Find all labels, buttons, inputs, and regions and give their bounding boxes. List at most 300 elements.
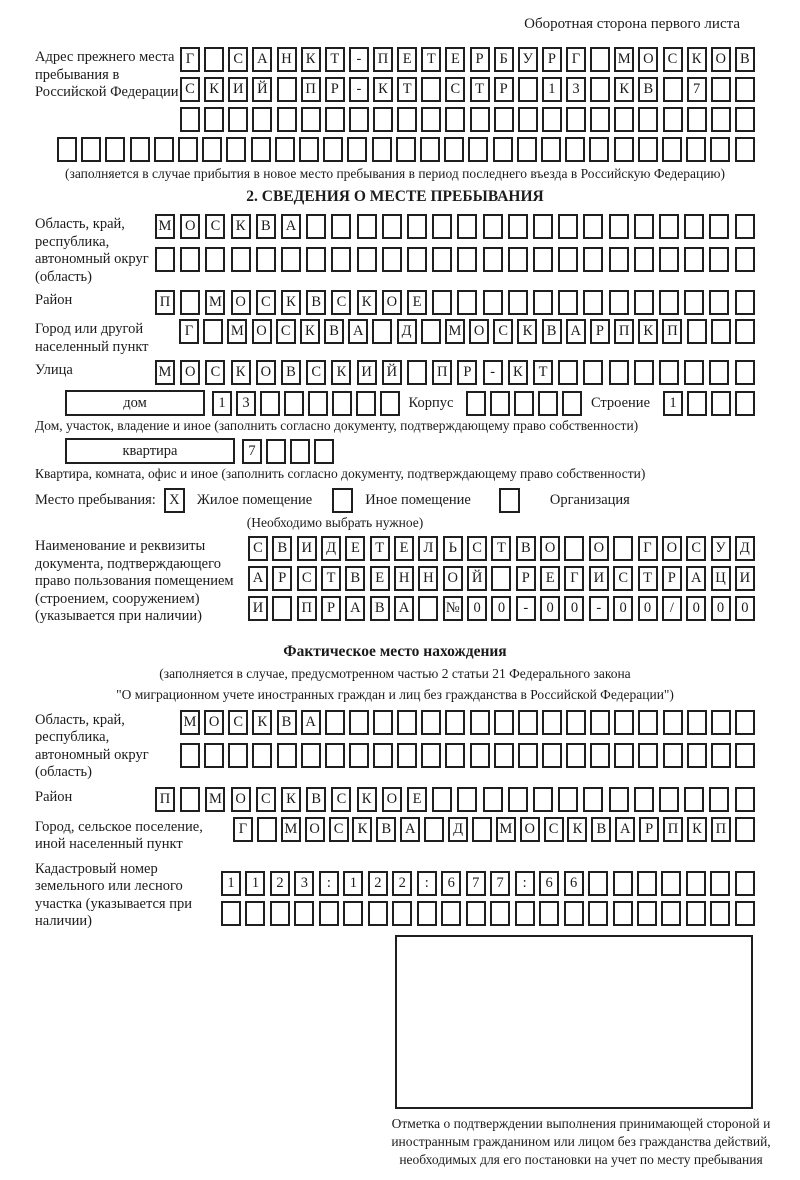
- char-cell[interactable]: П: [297, 596, 317, 621]
- char-cell[interactable]: [634, 787, 654, 812]
- char-cell[interactable]: [180, 107, 200, 132]
- char-cell[interactable]: [614, 743, 634, 768]
- char-cell[interactable]: [533, 787, 553, 812]
- char-cell[interactable]: [634, 214, 654, 239]
- char-cell[interactable]: [588, 901, 608, 926]
- char-cell[interactable]: [542, 710, 562, 735]
- char-cell[interactable]: [735, 817, 755, 842]
- char-cell[interactable]: [445, 107, 465, 132]
- char-cell[interactable]: [432, 247, 452, 272]
- char-cell[interactable]: Р: [457, 360, 477, 385]
- char-cell[interactable]: [494, 710, 514, 735]
- char-cell[interactable]: Е: [445, 47, 465, 72]
- char-cell[interactable]: [638, 107, 658, 132]
- char-cell[interactable]: -: [483, 360, 503, 385]
- char-cell[interactable]: [445, 743, 465, 768]
- char-cell[interactable]: П: [711, 817, 731, 842]
- char-cell[interactable]: 0: [540, 596, 560, 621]
- char-cell[interactable]: А: [400, 817, 420, 842]
- char-cell[interactable]: [105, 137, 125, 162]
- char-cell[interactable]: Е: [397, 47, 417, 72]
- char-cell[interactable]: П: [373, 47, 393, 72]
- char-cell[interactable]: [684, 360, 704, 385]
- char-cell[interactable]: О: [231, 290, 251, 315]
- char-cell[interactable]: С: [544, 817, 564, 842]
- char-cell[interactable]: [301, 107, 321, 132]
- char-cell[interactable]: [424, 817, 444, 842]
- char-cell[interactable]: О: [469, 319, 489, 344]
- char-cell[interactable]: [590, 107, 610, 132]
- char-cell[interactable]: [518, 710, 538, 735]
- char-cell[interactable]: [457, 290, 477, 315]
- char-cell[interactable]: [661, 901, 681, 926]
- char-cell[interactable]: М: [205, 290, 225, 315]
- char-cell[interactable]: 7: [242, 439, 262, 464]
- char-cell[interactable]: В: [345, 566, 365, 591]
- char-cell[interactable]: И: [248, 596, 268, 621]
- char-cell[interactable]: [260, 391, 280, 416]
- char-cell[interactable]: [202, 137, 222, 162]
- char-cell[interactable]: С: [686, 536, 706, 561]
- char-cell[interactable]: [396, 137, 416, 162]
- char-cell[interactable]: [256, 247, 276, 272]
- char-cell[interactable]: [432, 290, 452, 315]
- char-cell[interactable]: [735, 77, 755, 102]
- char-cell[interactable]: [203, 319, 223, 344]
- char-cell[interactable]: [466, 391, 486, 416]
- char-cell[interactable]: Т: [321, 566, 341, 591]
- char-cell[interactable]: О: [638, 47, 658, 72]
- char-cell[interactable]: В: [272, 536, 292, 561]
- char-cell[interactable]: [542, 107, 562, 132]
- char-cell[interactable]: [277, 107, 297, 132]
- char-cell[interactable]: [614, 107, 634, 132]
- char-cell[interactable]: А: [686, 566, 706, 591]
- char-cell[interactable]: [566, 107, 586, 132]
- char-cell[interactable]: -: [589, 596, 609, 621]
- char-cell[interactable]: В: [542, 319, 562, 344]
- char-cell[interactable]: [638, 743, 658, 768]
- char-cell[interactable]: [687, 319, 707, 344]
- char-cell[interactable]: 7: [466, 871, 486, 896]
- char-cell[interactable]: -: [349, 47, 369, 72]
- char-cell[interactable]: С: [180, 77, 200, 102]
- char-cell[interactable]: В: [256, 214, 276, 239]
- char-cell[interactable]: [245, 901, 265, 926]
- char-cell[interactable]: Й: [382, 360, 402, 385]
- char-cell[interactable]: К: [331, 360, 351, 385]
- char-cell[interactable]: [735, 290, 755, 315]
- char-cell[interactable]: М: [205, 787, 225, 812]
- char-cell[interactable]: [533, 247, 553, 272]
- char-cell[interactable]: [281, 247, 301, 272]
- char-cell[interactable]: П: [155, 787, 175, 812]
- char-cell[interactable]: М: [155, 214, 175, 239]
- char-cell[interactable]: [735, 901, 755, 926]
- char-cell[interactable]: А: [252, 47, 272, 72]
- char-cell[interactable]: [566, 743, 586, 768]
- char-cell[interactable]: Д: [397, 319, 417, 344]
- apartment-type-box[interactable]: квартира: [65, 438, 235, 464]
- char-cell[interactable]: [709, 247, 729, 272]
- char-cell[interactable]: М: [614, 47, 634, 72]
- char-cell[interactable]: [687, 107, 707, 132]
- char-cell[interactable]: Д: [448, 817, 468, 842]
- house-type-box[interactable]: дом: [65, 390, 205, 416]
- char-cell[interactable]: [709, 290, 729, 315]
- char-cell[interactable]: П: [301, 77, 321, 102]
- char-cell[interactable]: М: [227, 319, 247, 344]
- char-cell[interactable]: О: [204, 710, 224, 735]
- char-cell[interactable]: [472, 817, 492, 842]
- char-cell[interactable]: И: [357, 360, 377, 385]
- char-cell[interactable]: Е: [540, 566, 560, 591]
- char-cell[interactable]: [178, 137, 198, 162]
- char-cell[interactable]: [709, 360, 729, 385]
- char-cell[interactable]: К: [231, 214, 251, 239]
- char-cell[interactable]: [687, 710, 707, 735]
- char-cell[interactable]: С: [331, 787, 351, 812]
- char-cell[interactable]: С: [493, 319, 513, 344]
- char-cell[interactable]: В: [370, 596, 390, 621]
- char-cell[interactable]: О: [520, 817, 540, 842]
- char-cell[interactable]: К: [508, 360, 528, 385]
- char-cell[interactable]: К: [352, 817, 372, 842]
- char-cell[interactable]: -: [516, 596, 536, 621]
- char-cell[interactable]: [457, 787, 477, 812]
- char-cell[interactable]: [357, 214, 377, 239]
- char-cell[interactable]: [308, 391, 328, 416]
- char-cell[interactable]: [609, 214, 629, 239]
- char-cell[interactable]: [332, 391, 352, 416]
- char-cell[interactable]: Е: [345, 536, 365, 561]
- char-cell[interactable]: К: [614, 77, 634, 102]
- char-cell[interactable]: Г: [179, 319, 199, 344]
- char-cell[interactable]: О: [180, 360, 200, 385]
- char-cell[interactable]: П: [662, 319, 682, 344]
- char-cell[interactable]: М: [496, 817, 516, 842]
- char-cell[interactable]: 1: [245, 871, 265, 896]
- char-cell[interactable]: [314, 439, 334, 464]
- char-cell[interactable]: [457, 214, 477, 239]
- char-cell[interactable]: [407, 247, 427, 272]
- char-cell[interactable]: [518, 743, 538, 768]
- char-cell[interactable]: [735, 743, 755, 768]
- char-cell[interactable]: С: [228, 710, 248, 735]
- char-cell[interactable]: [662, 137, 682, 162]
- char-cell[interactable]: С: [256, 787, 276, 812]
- char-cell[interactable]: [466, 901, 486, 926]
- char-cell[interactable]: [735, 214, 755, 239]
- char-cell[interactable]: [349, 107, 369, 132]
- char-cell[interactable]: [432, 214, 452, 239]
- char-cell[interactable]: [735, 871, 755, 896]
- char-cell[interactable]: [659, 247, 679, 272]
- char-cell[interactable]: :: [319, 871, 339, 896]
- char-cell[interactable]: [588, 871, 608, 896]
- char-cell[interactable]: В: [735, 47, 755, 72]
- char-cell[interactable]: [343, 901, 363, 926]
- char-cell[interactable]: [325, 743, 345, 768]
- char-cell[interactable]: [684, 787, 704, 812]
- char-cell[interactable]: [420, 137, 440, 162]
- char-cell[interactable]: [397, 107, 417, 132]
- char-cell[interactable]: Р: [272, 566, 292, 591]
- char-cell[interactable]: [558, 214, 578, 239]
- char-cell[interactable]: 2: [368, 871, 388, 896]
- char-cell[interactable]: О: [589, 536, 609, 561]
- char-cell[interactable]: Р: [325, 77, 345, 102]
- char-cell[interactable]: А: [281, 214, 301, 239]
- char-cell[interactable]: О: [662, 536, 682, 561]
- char-cell[interactable]: [205, 247, 225, 272]
- char-cell[interactable]: 0: [638, 596, 658, 621]
- char-cell[interactable]: [277, 743, 297, 768]
- char-cell[interactable]: Т: [638, 566, 658, 591]
- char-cell[interactable]: [583, 360, 603, 385]
- char-cell[interactable]: [421, 319, 441, 344]
- char-cell[interactable]: Н: [277, 47, 297, 72]
- char-cell[interactable]: О: [711, 47, 731, 72]
- char-cell[interactable]: Е: [370, 566, 390, 591]
- char-cell[interactable]: [735, 319, 755, 344]
- char-cell[interactable]: [392, 901, 412, 926]
- char-cell[interactable]: Р: [639, 817, 659, 842]
- char-cell[interactable]: 0: [613, 596, 633, 621]
- char-cell[interactable]: [294, 901, 314, 926]
- char-cell[interactable]: [684, 247, 704, 272]
- char-cell[interactable]: [407, 214, 427, 239]
- char-cell[interactable]: Г: [233, 817, 253, 842]
- char-cell[interactable]: А: [394, 596, 414, 621]
- char-cell[interactable]: [325, 710, 345, 735]
- char-cell[interactable]: [231, 247, 251, 272]
- char-cell[interactable]: [457, 247, 477, 272]
- char-cell[interactable]: [583, 214, 603, 239]
- char-cell[interactable]: [735, 391, 755, 416]
- char-cell[interactable]: Д: [321, 536, 341, 561]
- char-cell[interactable]: [634, 360, 654, 385]
- char-cell[interactable]: С: [205, 214, 225, 239]
- char-cell[interactable]: Р: [494, 77, 514, 102]
- char-cell[interactable]: 0: [686, 596, 706, 621]
- char-cell[interactable]: К: [281, 290, 301, 315]
- char-cell[interactable]: 0: [467, 596, 487, 621]
- char-cell[interactable]: Д: [735, 536, 755, 561]
- char-cell[interactable]: К: [373, 77, 393, 102]
- char-cell[interactable]: [491, 566, 511, 591]
- char-cell[interactable]: М: [445, 319, 465, 344]
- char-cell[interactable]: [687, 743, 707, 768]
- char-cell[interactable]: [686, 137, 706, 162]
- char-cell[interactable]: [517, 137, 537, 162]
- char-cell[interactable]: [589, 137, 609, 162]
- char-cell[interactable]: [130, 137, 150, 162]
- char-cell[interactable]: А: [248, 566, 268, 591]
- char-cell[interactable]: Т: [397, 77, 417, 102]
- char-cell[interactable]: К: [300, 319, 320, 344]
- char-cell[interactable]: П: [614, 319, 634, 344]
- char-cell[interactable]: [711, 77, 731, 102]
- char-cell[interactable]: [349, 710, 369, 735]
- char-cell[interactable]: [614, 710, 634, 735]
- char-cell[interactable]: С: [467, 536, 487, 561]
- char-cell[interactable]: [609, 247, 629, 272]
- char-cell[interactable]: С: [228, 47, 248, 72]
- char-cell[interactable]: С: [248, 536, 268, 561]
- char-cell[interactable]: [709, 214, 729, 239]
- char-cell[interactable]: [226, 137, 246, 162]
- char-cell[interactable]: Ц: [711, 566, 731, 591]
- char-cell[interactable]: П: [432, 360, 452, 385]
- char-cell[interactable]: [508, 290, 528, 315]
- char-cell[interactable]: Г: [564, 566, 584, 591]
- char-cell[interactable]: С: [663, 47, 683, 72]
- char-cell[interactable]: [684, 290, 704, 315]
- char-cell[interactable]: С: [256, 290, 276, 315]
- char-cell[interactable]: [686, 901, 706, 926]
- char-cell[interactable]: К: [687, 817, 707, 842]
- char-cell[interactable]: В: [516, 536, 536, 561]
- char-cell[interactable]: У: [711, 536, 731, 561]
- char-cell[interactable]: Т: [470, 77, 490, 102]
- char-cell[interactable]: [483, 787, 503, 812]
- char-cell[interactable]: [663, 743, 683, 768]
- char-cell[interactable]: Т: [421, 47, 441, 72]
- char-cell[interactable]: [372, 319, 392, 344]
- char-cell[interactable]: [494, 743, 514, 768]
- char-cell[interactable]: 6: [539, 871, 559, 896]
- char-cell[interactable]: В: [324, 319, 344, 344]
- char-cell[interactable]: А: [615, 817, 635, 842]
- char-cell[interactable]: [331, 247, 351, 272]
- char-cell[interactable]: [508, 214, 528, 239]
- char-cell[interactable]: [154, 137, 174, 162]
- char-cell[interactable]: [275, 137, 295, 162]
- char-cell[interactable]: [221, 901, 241, 926]
- char-cell[interactable]: [609, 360, 629, 385]
- char-cell[interactable]: [583, 787, 603, 812]
- char-cell[interactable]: Й: [252, 77, 272, 102]
- char-cell[interactable]: И: [589, 566, 609, 591]
- char-cell[interactable]: [590, 77, 610, 102]
- char-cell[interactable]: [562, 391, 582, 416]
- char-cell[interactable]: К: [301, 47, 321, 72]
- char-cell[interactable]: Р: [590, 319, 610, 344]
- char-cell[interactable]: [637, 901, 657, 926]
- char-cell[interactable]: [397, 710, 417, 735]
- char-cell[interactable]: Е: [394, 536, 414, 561]
- char-cell[interactable]: [538, 391, 558, 416]
- char-cell[interactable]: [735, 247, 755, 272]
- char-cell[interactable]: [373, 743, 393, 768]
- char-cell[interactable]: [272, 596, 292, 621]
- char-cell[interactable]: С: [297, 566, 317, 591]
- char-cell[interactable]: 6: [441, 871, 461, 896]
- char-cell[interactable]: 0: [735, 596, 755, 621]
- char-cell[interactable]: [735, 787, 755, 812]
- char-cell[interactable]: Р: [542, 47, 562, 72]
- char-cell[interactable]: [373, 107, 393, 132]
- char-cell[interactable]: [380, 391, 400, 416]
- char-cell[interactable]: В: [376, 817, 396, 842]
- char-cell[interactable]: [735, 360, 755, 385]
- char-cell[interactable]: [432, 787, 452, 812]
- char-cell[interactable]: [180, 247, 200, 272]
- char-cell[interactable]: Р: [470, 47, 490, 72]
- char-cell[interactable]: К: [567, 817, 587, 842]
- char-cell[interactable]: [735, 107, 755, 132]
- char-cell[interactable]: [483, 214, 503, 239]
- char-cell[interactable]: Т: [533, 360, 553, 385]
- char-cell[interactable]: 3: [236, 391, 256, 416]
- char-cell[interactable]: [180, 743, 200, 768]
- char-cell[interactable]: Р: [321, 596, 341, 621]
- char-cell[interactable]: И: [735, 566, 755, 591]
- char-cell[interactable]: [372, 137, 392, 162]
- char-cell[interactable]: В: [281, 360, 301, 385]
- char-cell[interactable]: А: [348, 319, 368, 344]
- char-cell[interactable]: [382, 214, 402, 239]
- char-cell[interactable]: С: [276, 319, 296, 344]
- char-cell[interactable]: [659, 214, 679, 239]
- char-cell[interactable]: [661, 871, 681, 896]
- char-cell[interactable]: /: [662, 596, 682, 621]
- char-cell[interactable]: [634, 247, 654, 272]
- char-cell[interactable]: [533, 290, 553, 315]
- char-cell[interactable]: К: [687, 47, 707, 72]
- char-cell[interactable]: [558, 787, 578, 812]
- char-cell[interactable]: [445, 710, 465, 735]
- char-cell[interactable]: [735, 710, 755, 735]
- char-cell[interactable]: [290, 439, 310, 464]
- char-cell[interactable]: К: [281, 787, 301, 812]
- char-cell[interactable]: [637, 871, 657, 896]
- char-cell[interactable]: К: [231, 360, 251, 385]
- char-cell[interactable]: Т: [370, 536, 390, 561]
- char-cell[interactable]: В: [638, 77, 658, 102]
- char-cell[interactable]: [614, 137, 634, 162]
- char-cell[interactable]: В: [277, 710, 297, 735]
- char-cell[interactable]: [483, 290, 503, 315]
- char-cell[interactable]: [407, 360, 427, 385]
- char-cell[interactable]: [687, 391, 707, 416]
- char-cell[interactable]: К: [517, 319, 537, 344]
- char-cell[interactable]: [417, 901, 437, 926]
- char-cell[interactable]: [590, 743, 610, 768]
- char-cell[interactable]: [663, 710, 683, 735]
- char-cell[interactable]: [613, 871, 633, 896]
- char-cell[interactable]: [711, 107, 731, 132]
- char-cell[interactable]: С: [306, 360, 326, 385]
- char-cell[interactable]: Й: [467, 566, 487, 591]
- char-cell[interactable]: [710, 137, 730, 162]
- char-cell[interactable]: 1: [221, 871, 241, 896]
- char-cell[interactable]: С: [331, 290, 351, 315]
- char-cell[interactable]: [508, 247, 528, 272]
- char-cell[interactable]: [613, 536, 633, 561]
- char-cell[interactable]: В: [306, 787, 326, 812]
- char-cell[interactable]: [347, 137, 367, 162]
- char-cell[interactable]: Г: [638, 536, 658, 561]
- char-cell[interactable]: Г: [180, 47, 200, 72]
- char-cell[interactable]: [421, 107, 441, 132]
- char-cell[interactable]: [514, 391, 534, 416]
- char-cell[interactable]: [686, 871, 706, 896]
- char-cell[interactable]: :: [417, 871, 437, 896]
- char-cell[interactable]: [284, 391, 304, 416]
- char-cell[interactable]: [228, 743, 248, 768]
